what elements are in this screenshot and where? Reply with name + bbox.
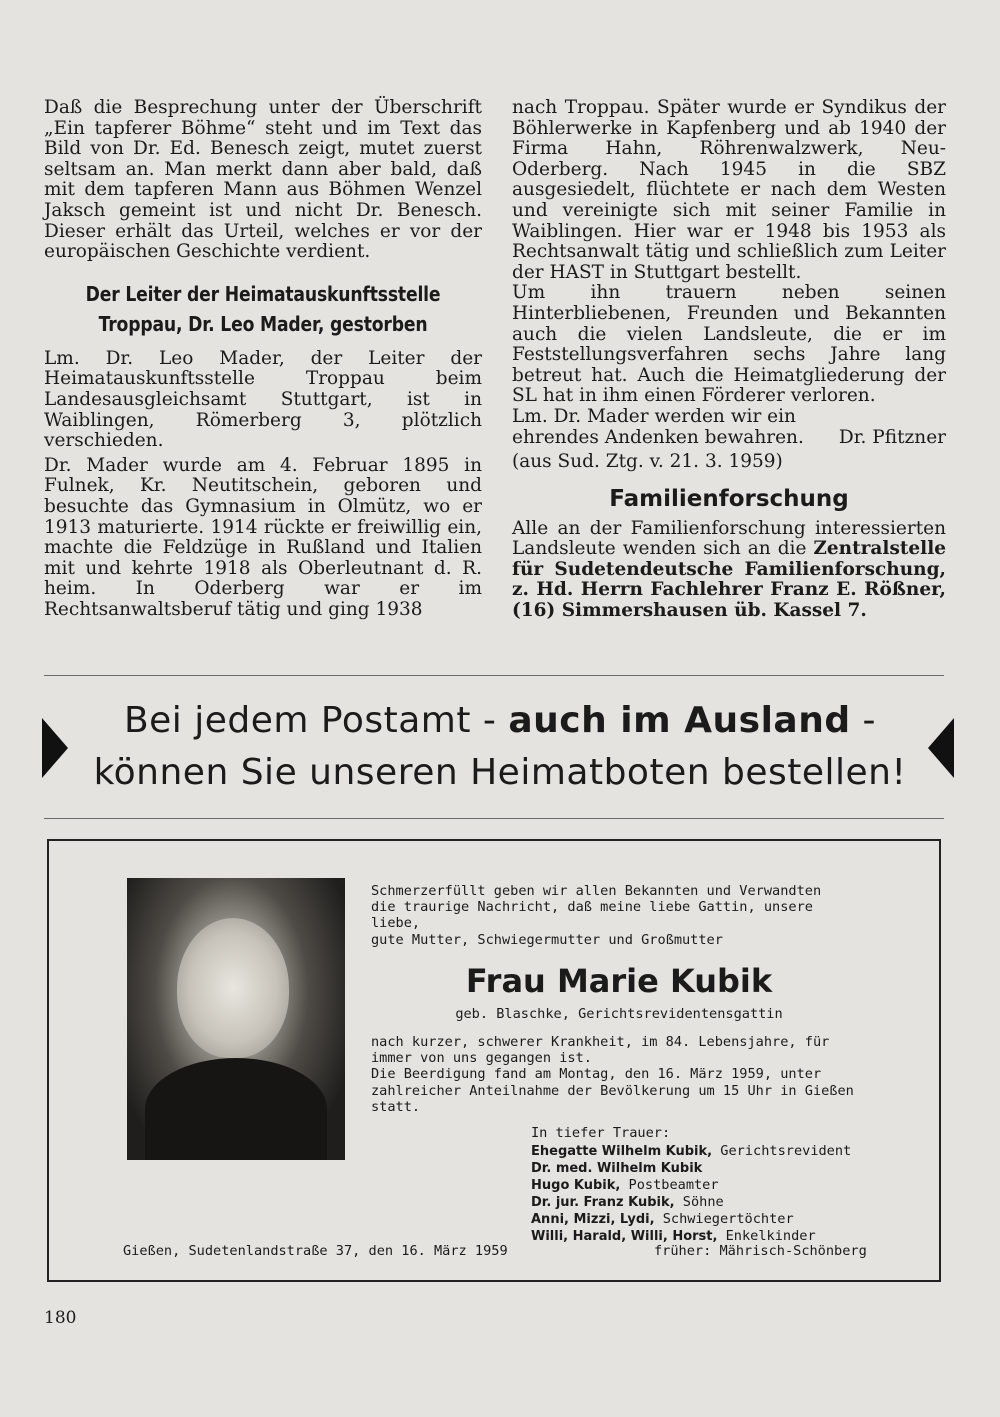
mourner-name: Dr. med. Wilhelm Kubik: [531, 1161, 703, 1177]
banner-text-c: -: [850, 700, 877, 741]
notice-death-2: immer von uns gegangen ist.: [371, 1050, 592, 1067]
mourner-role: Söhne: [674, 1194, 724, 1211]
page-number: 180: [44, 1308, 77, 1328]
notice-funeral-2: zahlreicher Anteilnahme der Bevölkerung um 15 Uhr in Gießen: [371, 1082, 854, 1099]
mourning-label: In tiefer Trauer:: [531, 1125, 671, 1142]
obituary-paragraph-3: nach Troppau. Später wurde er Syndikus der Böhlerwerke in Kapfenberg und ab 1940 der Firma Hahn, Röhrenwalzwerk, Neu-Oderberg. Nach 1945 in die SBZ ausgesiedelt, flüchtete er nach dem Westen und vereinigte sich mit seiner Familie in Waiblingen. Hier war er 1948 bis 1953 als Rechtsanwalt tätig und schließlich zum Leiter der HAST in Stuttgart bestellt.: [512, 97, 946, 283]
separator-top: [44, 675, 944, 676]
obituary-paragraph-5: Lm. Dr. Mader werden wir ein ehrendes Andenken bewahren.: [512, 405, 804, 448]
mourner-name: Willi, Harald, Willi, Horst,: [531, 1229, 718, 1245]
mourner-row: [531, 1177, 867, 1194]
mourner-row: [531, 1143, 867, 1160]
banner-line-2: können Sie unseren Heimatboten bestellen!: [93, 752, 907, 793]
obituary-paragraph-1: Lm. Dr. Leo Mader, der Leiter der Heimatauskunftsstelle Troppau beim Landesausgleichsamt Stuttgart, ist in Waiblingen, Römerberg 3, plötzlich verschieden.: [44, 347, 482, 452]
obituary-heading-line2: Troppau, Dr. Leo Mader, gestorben: [98, 311, 428, 336]
notice-funeral-1: Die Beerdigung fand am Montag, den 16. März 1959, unter: [371, 1066, 822, 1083]
mourners-list: [531, 1125, 867, 1245]
mourner-name: Anni, Mizzi, Lydi,: [531, 1212, 655, 1228]
obituary-paragraph-4: Um ihn trauern neben seinen Hinterbliebenen, Freunden und Bekannten auch die vielen Landsleute, die er im Feststellungsverfahren sechs Jahre lang betreut hat. Auch die Heimatgliederung der SL hat in ihm einen Förderer verloren.: [512, 282, 946, 407]
family-research-text: [512, 519, 946, 622]
notice-funeral-3: statt.: [371, 1098, 421, 1115]
obituary-heading: [75, 279, 452, 339]
family-research-heading: Familienforschung: [609, 485, 849, 512]
family-research-address: Zentralstelle für Sudetendeutsche Familienforschung, z. Hd. Herrn Fachlehrer Franz E. Rößner, (16) Simmershausen üb. Kassel 7.: [512, 538, 946, 622]
obituary-paragraph-2: Dr. Mader wurde am 4. Februar 1895 in Fulnek, Kr. Neutitschein, geboren und besuchte das Gymnasium in Olmütz, wo er 1913 maturierte. 1914 rückte er freiwillig ein, machte die Feldzüge in Rußland und Italien mit und kehrte 1918 als Oberleutnant d. R. heim. In Oderberg war er im Rechtsanwaltsberuf tätig und ging 1938: [44, 454, 482, 620]
separator-bottom: [44, 818, 944, 819]
left-column: [44, 98, 482, 620]
banner-line-1: [0, 700, 1000, 741]
portrait-body: [145, 1058, 327, 1160]
obituary-heading-line1: Der Leiter der Heimatauskunftsstelle: [85, 281, 441, 306]
portrait-face: [177, 918, 289, 1058]
notice-intro-2: die traurige Nachricht, daß meine liebe Gattin, unsere liebe,: [371, 899, 813, 932]
portrait-photo: [127, 878, 345, 1160]
intro-paragraph: Daß die Besprechung unter der Überschrift „Ein tapferer Böhme“ steht und im Text das Bild von Dr. Ed. Benesch zeigt, mutet zuerst seltsam an. Man merkt dann aber bald, daß mit dem tapferen Mann aus Böhmen Wenzel Jaksch gemeint ist und nicht Dr. Benesch. Dieser erhält das Urteil, welches er vor der europäischen Geschichte verdient.: [44, 97, 482, 263]
notice-place-date: Gießen, Sudetenlandstraße 37, den 16. März 1959: [123, 1243, 508, 1259]
notice-death-1: nach kurzer, schwerer Krankheit, im 84. Lebensjahre, für: [371, 1034, 830, 1051]
mourner-role: Schwiegertöchter: [654, 1211, 794, 1228]
mourner-role: Enkelkinder: [717, 1228, 816, 1245]
source-note: (aus Sud. Ztg. v. 21. 3. 1959): [512, 451, 783, 473]
mourner-name: Dr. jur. Franz Kubik,: [531, 1195, 675, 1211]
mourner-role: Gerichtsrevident: [712, 1143, 852, 1160]
banner-text-b: auch im Ausland: [508, 700, 851, 741]
family-research-intro: Alle an der Familienforschung interessierten Landsleute wenden sich an die: [512, 517, 946, 560]
signature: Dr. Pfitzner: [838, 426, 946, 448]
right-column: [512, 98, 946, 622]
mourner-role: Postbeamter: [620, 1177, 719, 1194]
mourner-name: Ehegatte Wilhelm Kubik,: [531, 1144, 713, 1160]
notice-former-home: früher: Mährisch-Schönberg: [654, 1243, 867, 1259]
death-notice: [47, 839, 941, 1282]
deceased-nee: geb. Blaschke, Gerichtsrevidentensgattin: [455, 1005, 783, 1022]
mourner-row: [531, 1194, 867, 1211]
notice-text: [371, 883, 867, 1245]
banner-text-a: Bei jedem Postamt -: [123, 700, 509, 741]
notice-intro-1: Schmerzerfüllt geben wir allen Bekannten und Verwandten: [371, 883, 822, 899]
mourner-row: [531, 1211, 867, 1228]
notice-intro-3: gute Mutter, Schwiegermutter und Großmutter: [371, 931, 723, 948]
mourner-row: [531, 1160, 867, 1177]
deceased-name: Frau Marie Kubik: [465, 961, 773, 1000]
mourner-name: Hugo Kubik,: [531, 1178, 621, 1194]
